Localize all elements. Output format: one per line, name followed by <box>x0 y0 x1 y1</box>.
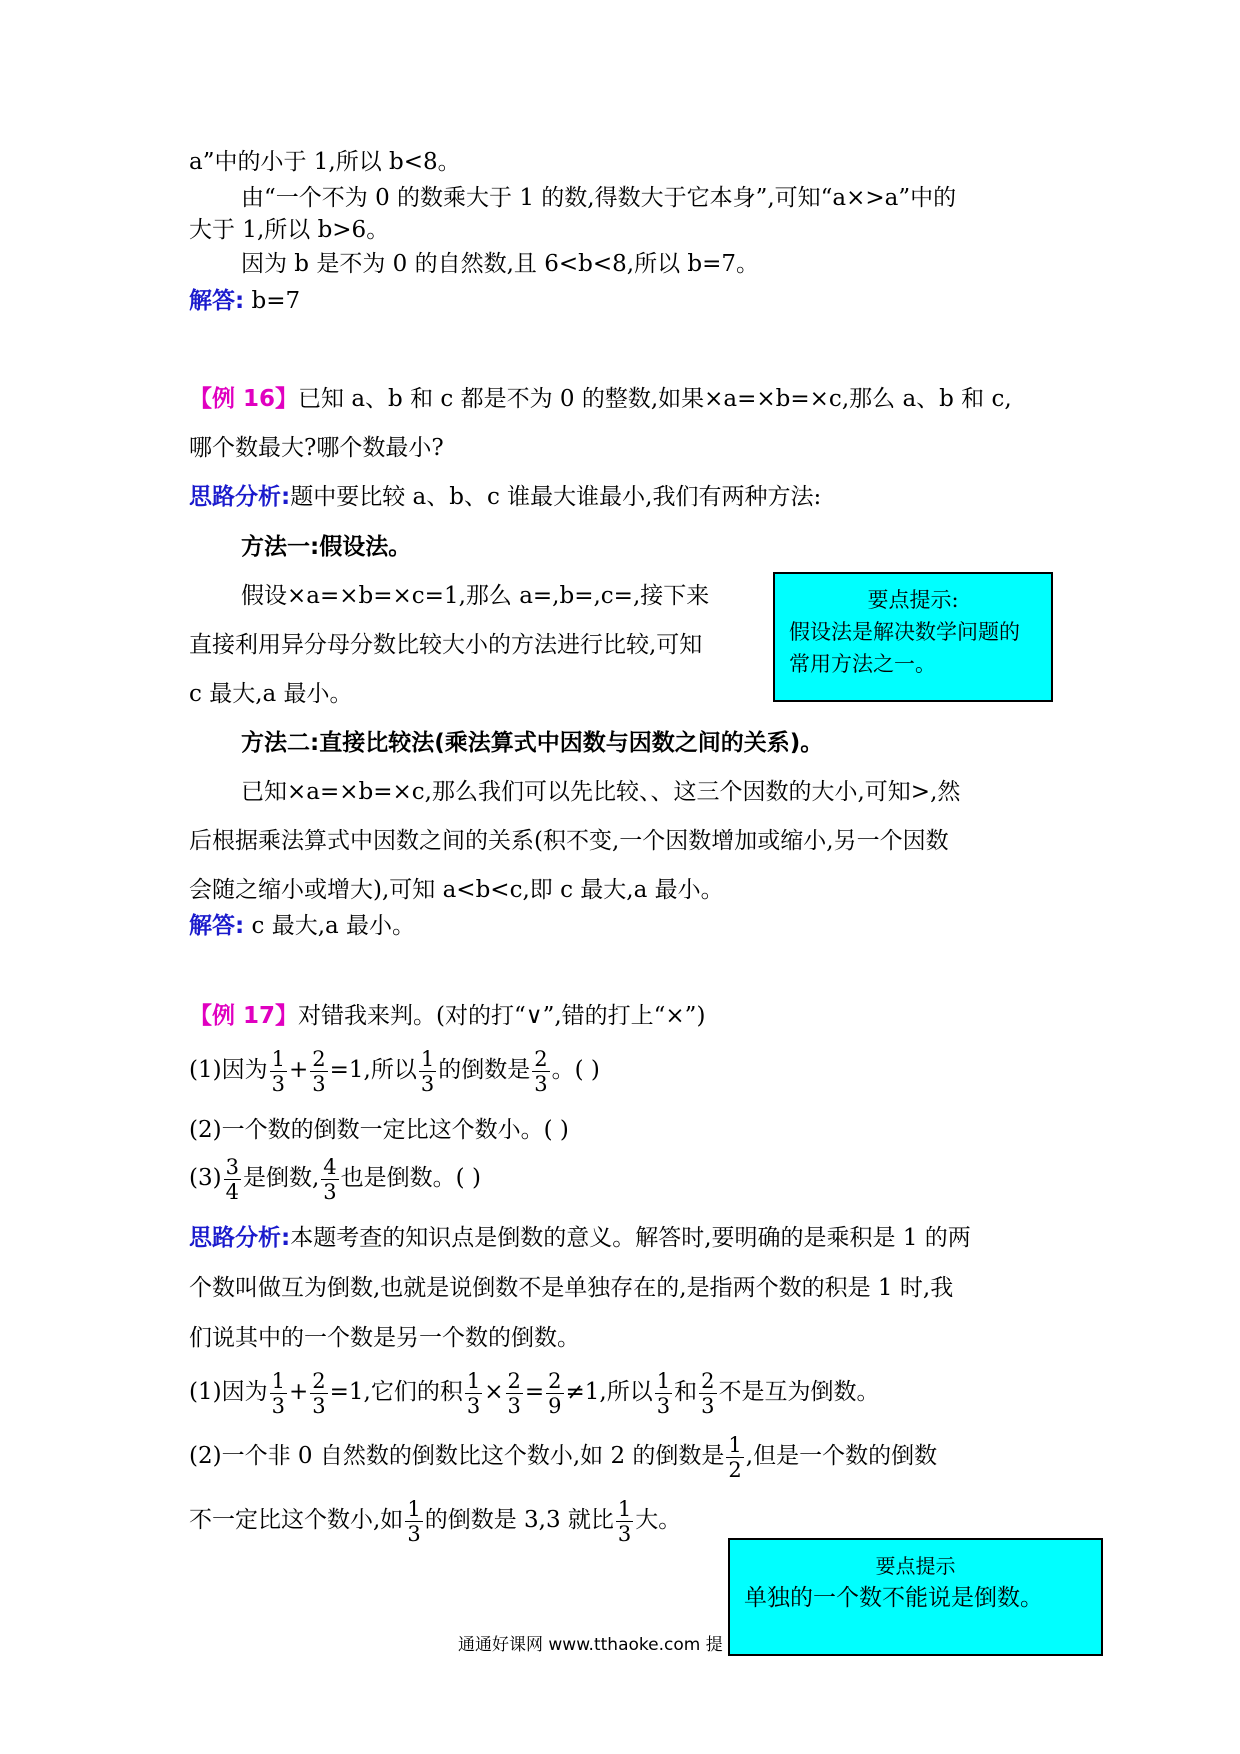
item-2: (2)一个数的倒数一定比这个数小。( ) <box>189 1117 569 1143</box>
text-line: 假设×a=×b=×c=1,那么 a=,b=,c=,接下来 <box>241 583 710 609</box>
text: =1,所以 <box>329 1057 417 1083</box>
analysis-line <box>189 481 821 513</box>
answer-text: c 最大,a 最小。 <box>251 913 416 939</box>
text: 不是互为倒数。 <box>718 1379 880 1405</box>
numerator: 1 <box>728 1432 742 1457</box>
fraction <box>270 1369 287 1418</box>
tip-title: 要点提示: <box>867 588 959 612</box>
analysis-text: 本题考查的知识点是倒数的意义。解答时,要明确的是乘积是 1 的两 <box>290 1225 971 1251</box>
text: 是倒数, <box>242 1165 320 1191</box>
denominator: 3 <box>466 1393 481 1418</box>
text: (1)因为 <box>189 1379 268 1405</box>
tip-box-reciprocal <box>728 1538 1103 1656</box>
tip-text: 假设法是解决数学问题的 <box>789 620 1020 644</box>
numerator: 1 <box>466 1368 481 1393</box>
text: 的倒数是 3,3 就比 <box>424 1507 614 1533</box>
method-one-title: 方法一:假设法。 <box>241 534 412 560</box>
denominator: 2 <box>728 1457 742 1482</box>
analysis-label: 思路分析: <box>189 1225 291 1251</box>
fraction <box>405 1497 422 1546</box>
text: 也是倒数。( ) <box>340 1165 481 1191</box>
answer-line <box>189 285 300 317</box>
text: 。( ) <box>551 1057 600 1083</box>
text-line: 直接利用异分母分数比较大小的方法进行比较,可知 <box>189 632 703 658</box>
fraction <box>546 1369 563 1418</box>
text-line: c 最大,a 最小。 <box>189 681 353 707</box>
text: ≠1,所以 <box>565 1379 653 1405</box>
numerator: 1 <box>271 1368 285 1393</box>
example-label: 【例 16】 <box>189 386 299 412</box>
denominator: 3 <box>656 1393 671 1418</box>
text: + <box>288 1379 309 1405</box>
text-line: 由“一个不为 0 的数乘大于 1 的数,得数大于它本身”,可知“a×>a”中的 <box>241 185 957 211</box>
question-text: 对错我来判。(对的打“∨”,错的打上“×”) <box>298 1003 706 1029</box>
solution-1 <box>189 1364 880 1420</box>
text: + <box>288 1057 309 1083</box>
text-line: 们说其中的一个数是另一个数的倒数。 <box>189 1325 580 1351</box>
analysis-text: 题中要比较 a、b、c 谁最大谁最小,我们有两种方法: <box>290 484 822 510</box>
fraction <box>726 1433 743 1482</box>
denominator: 3 <box>312 1393 326 1418</box>
numerator: 1 <box>271 1046 285 1071</box>
denominator: 3 <box>323 1179 337 1204</box>
question-text: 已知 a、b 和 c 都是不为 0 的整数,如果×a=×b=×c,那么 a、b 和 c, <box>298 386 1012 412</box>
text: =1,它们的积 <box>329 1379 463 1405</box>
text: (2)一个非 0 自然数的倒数比这个数小,如 2 的倒数是 <box>189 1443 725 1469</box>
numerator: 2 <box>534 1046 548 1071</box>
numerator: 3 <box>225 1154 239 1179</box>
footer-text: 通通好课网 www.tthaoke.com 提 <box>458 1635 723 1655</box>
text-line: a”中的小于 1,所以 b<8。 <box>189 149 461 175</box>
denominator: 3 <box>701 1393 715 1418</box>
text: (3) <box>189 1165 222 1191</box>
answer-line <box>189 910 415 942</box>
denominator: 3 <box>617 1521 632 1546</box>
text: ,但是一个数的倒数 <box>745 1443 938 1469</box>
fraction <box>506 1369 523 1418</box>
text: 大。 <box>635 1507 682 1533</box>
analysis-label: 思路分析: <box>189 484 291 510</box>
numerator: 2 <box>312 1046 326 1071</box>
numerator: 1 <box>420 1046 435 1071</box>
numerator: 2 <box>548 1368 562 1393</box>
text: 的倒数是 <box>438 1057 531 1083</box>
fraction <box>310 1047 327 1096</box>
method-two-title: 方法二:直接比较法(乘法算式中因数与因数之间的关系)。 <box>241 730 824 756</box>
fraction <box>270 1047 287 1096</box>
answer-text: b=7 <box>251 288 301 314</box>
answer-label: 解答: <box>189 913 245 939</box>
text: = <box>524 1379 545 1405</box>
fraction <box>655 1369 672 1418</box>
numerator: 2 <box>312 1368 326 1393</box>
denominator: 3 <box>507 1393 521 1418</box>
text-line: 后根据乘法算式中因数之间的关系(积不变,一个因数增加或缩小,另一个因数 <box>189 828 949 854</box>
denominator: 4 <box>225 1179 239 1204</box>
fraction <box>321 1155 338 1204</box>
numerator: 2 <box>701 1368 715 1393</box>
numerator: 1 <box>656 1368 671 1393</box>
example-16-question <box>189 383 1012 415</box>
item-1 <box>189 1042 600 1098</box>
solution-2 <box>189 1428 937 1484</box>
tip-title: 要点提示 <box>875 1554 956 1578</box>
text: 和 <box>674 1379 698 1405</box>
denominator: 9 <box>548 1393 562 1418</box>
fraction <box>465 1369 482 1418</box>
text-line: 会随之缩小或增大),可知 a<b<c,即 c 最大,a 最小。 <box>189 877 724 903</box>
fraction <box>616 1497 633 1546</box>
tip-text: 单独的一个数不能说是倒数。 <box>744 1585 1043 1611</box>
example-label: 【例 17】 <box>189 1003 299 1029</box>
numerator: 1 <box>617 1496 632 1521</box>
analysis-line <box>189 1222 971 1254</box>
denominator: 3 <box>271 1393 285 1418</box>
fraction <box>224 1155 241 1204</box>
tip-text: 常用方法之一。 <box>789 652 936 676</box>
example-17-question <box>189 1000 705 1032</box>
text-line: 个数叫做互为倒数,也就是说倒数不是单独存在的,是指两个数的积是 1 时,我 <box>189 1275 954 1301</box>
text: 不一定比这个数小,如 <box>189 1507 404 1533</box>
fraction <box>699 1369 716 1418</box>
text-line: 因为 b 是不为 0 的自然数,且 6<b<8,所以 b=7。 <box>241 251 760 277</box>
text-line: 已知×a=×b=×c,那么我们可以先比较、、这三个因数的大小,可知>,然 <box>241 779 961 805</box>
denominator: 3 <box>534 1071 548 1096</box>
denominator: 3 <box>271 1071 285 1096</box>
denominator: 3 <box>312 1071 326 1096</box>
numerator: 4 <box>323 1154 337 1179</box>
fraction <box>532 1047 549 1096</box>
fraction <box>419 1047 436 1096</box>
fraction <box>310 1369 327 1418</box>
text: × <box>484 1379 504 1405</box>
denominator: 3 <box>420 1071 435 1096</box>
text: (1)因为 <box>189 1057 268 1083</box>
numerator: 1 <box>407 1496 421 1521</box>
solution-3 <box>189 1492 681 1548</box>
denominator: 3 <box>407 1521 421 1546</box>
text-line: 大于 1,所以 b>6。 <box>189 217 390 243</box>
text-line: 哪个数最大?哪个数最小? <box>189 435 444 461</box>
item-3 <box>189 1150 481 1206</box>
numerator: 2 <box>507 1368 521 1393</box>
tip-box-hypothesis <box>773 572 1053 702</box>
answer-label: 解答: <box>189 288 245 314</box>
